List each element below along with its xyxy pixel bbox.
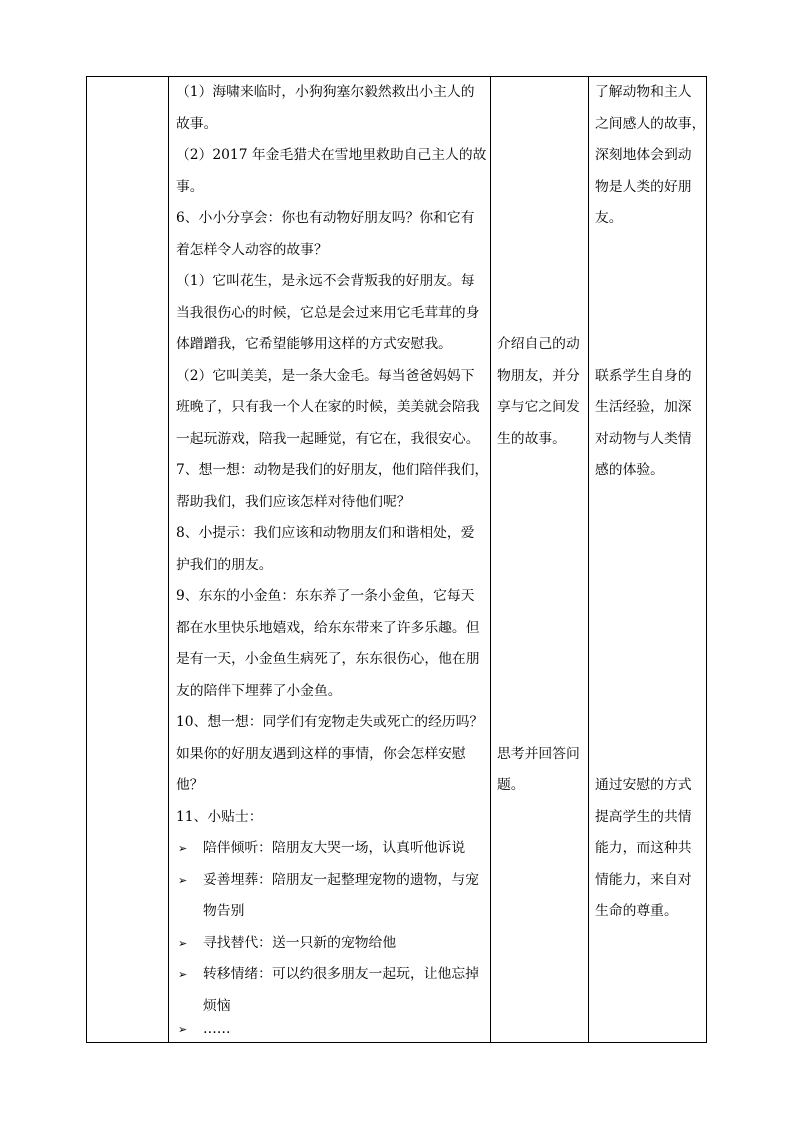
cell-student-activity: [491, 77, 588, 1042]
student-activity-line: 生的故事。: [497, 430, 566, 447]
student-activity-line: 物朋友，并分: [497, 367, 580, 384]
cell-design-intent: [589, 77, 706, 1042]
activity-line: 护我们的朋友。: [176, 556, 273, 573]
tip-line: 物告别: [203, 903, 245, 919]
activity-line: 11、小贴士：: [176, 808, 263, 825]
student-activity-line: 享与它之间发: [497, 399, 580, 415]
bullet-arrow-icon: ➢: [178, 968, 188, 981]
activity-line: 着怎样令人动容的故事？: [176, 241, 328, 258]
activity-line: 9、东东的小金鱼：东东养了一条小金鱼，它每天: [176, 588, 475, 604]
design-intent-line: 感的体验。: [595, 462, 664, 478]
tip-item: [176, 928, 490, 960]
activity-line: （1）它叫花生，是永远不会背叛我的好朋友。每: [176, 273, 475, 289]
bullet-arrow-icon: ➢: [178, 873, 188, 887]
activity-line: 帮助我们，我们应该怎样对待他们呢？: [176, 493, 411, 510]
cell-teaching-activities: [169, 77, 490, 1042]
design-intent-line: 通过安慰的方式: [595, 777, 692, 793]
design-intent-line: 提高学生的共情: [595, 808, 692, 825]
tip-item: [176, 865, 490, 928]
tip-item: [176, 833, 490, 865]
tip-item: [176, 959, 490, 1022]
activity-line: （1）海啸来临时，小狗狗塞尔毅然救出小主人的: [176, 84, 475, 100]
design-intent-line: 联系学生自身的: [595, 367, 692, 384]
student-activity-line: 题。: [497, 777, 525, 793]
student-activity-line: 思考并回答问: [497, 745, 580, 762]
design-intent-line: 之间感人的故事，: [595, 115, 706, 132]
activity-line: 体蹭蹭我，它希望能够用这样的方式安慰我。: [176, 336, 452, 352]
activity-line: 事。: [176, 178, 204, 195]
design-intent-line: 物是人类的好朋: [595, 178, 692, 195]
design-intent-line: 情能力，来自对: [595, 871, 692, 888]
activity-line: （2）它叫美美，是一条大金毛。每当爸爸妈妈下: [176, 367, 475, 384]
tip-line: 烦恼: [203, 997, 231, 1014]
tip-line: ……: [203, 1021, 231, 1037]
activity-line: 10、想一想：同学们有宠物走失或死亡的经历吗？: [176, 714, 484, 730]
tip-line: 陪伴倾听：陪朋友大哭一场，认真听他诉说: [203, 840, 466, 856]
bullet-arrow-icon: ➢: [178, 842, 188, 855]
activity-line: 班晚了，只有我一个人在家的时候，美美就会陪我: [176, 399, 480, 415]
activity-line: 如果你的好朋友遇到这样的事情，你会怎样安慰: [176, 745, 466, 762]
activity-line: 都在水里快乐地嬉戏，给东东带来了许多乐趣。但: [176, 619, 480, 636]
cell-empty-first-column: [87, 77, 168, 1042]
design-intent-block: [589, 770, 706, 928]
bullet-arrow-icon: ➢: [178, 1023, 188, 1036]
design-intent-line: 了解动物和主人: [595, 84, 692, 100]
tip-line: 转移情绪：可以约很多朋友一起玩，让他忘掉: [203, 966, 479, 982]
design-intent-line: 对动物与人类情: [595, 430, 692, 447]
student-activity-block: [491, 329, 588, 455]
tip-line: 寻找替代：送一只新的宠物给他: [203, 934, 397, 951]
design-intent-line: 友。: [595, 210, 623, 226]
design-intent-block: [589, 77, 706, 235]
activity-line: 8、小提示：我们应该和动物朋友们和谐相处，爱: [176, 525, 475, 541]
lesson-plan-table: [86, 76, 707, 1043]
student-activity-line: 介绍自己的动: [497, 336, 580, 352]
design-intent-line: 生活经验，加深: [595, 399, 692, 415]
activity-line: 他？: [176, 777, 204, 793]
activity-line: 当我很伤心的时候，它总是会过来用它毛茸茸的身: [176, 304, 480, 321]
design-intent-line: 能力，而这种共: [595, 840, 692, 856]
tip-line: 妥善埋葬：陪朋友一起整理宠物的遗物，与宠: [203, 871, 479, 888]
activity-line: 7、想一想：动物是我们的好朋友，他们陪伴我们，: [176, 462, 489, 478]
activity-line: 故事。: [176, 115, 218, 132]
activity-line: （2）2017 年金毛猎犬在雪地里救助自己主人的故: [176, 147, 487, 163]
tip-item: [176, 1014, 490, 1046]
design-intent-line: 生命的尊重。: [595, 903, 678, 919]
activity-line: 是有一天，小金鱼生病死了，东东很伤心，他在朋: [176, 651, 480, 667]
bullet-arrow-icon: ➢: [178, 936, 188, 950]
design-intent-block: [589, 361, 706, 487]
design-intent-line: 深刻地体会到动: [595, 147, 692, 163]
student-activity-block: [491, 739, 588, 802]
activity-line: 6、小小分享会：你也有动物好朋友吗？你和它有: [176, 210, 475, 226]
activity-line: 一起玩游戏，陪我一起睡觉，有它在，我很安心。: [176, 430, 480, 447]
activity-line: 友的陪伴下埋葬了小金鱼。: [176, 682, 342, 699]
